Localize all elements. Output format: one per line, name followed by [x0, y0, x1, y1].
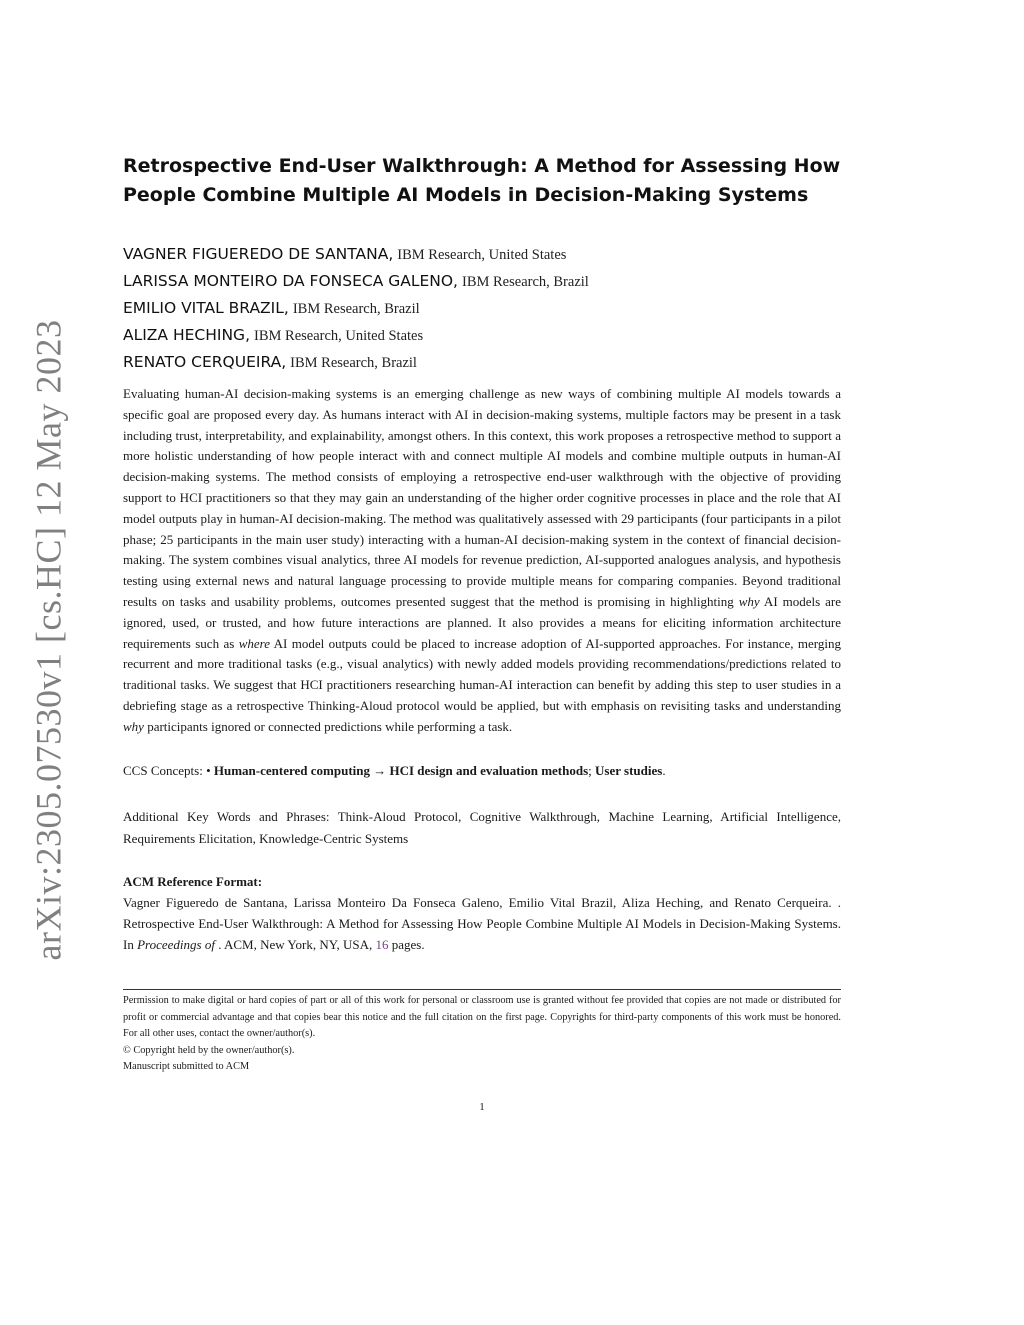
- ccs-label: CCS Concepts: •: [123, 763, 214, 778]
- acm-reference-heading: ACM Reference Format:: [123, 874, 263, 889]
- ccs-concept: Human-centered computing → HCI design and evaluation methods: [213, 763, 589, 778]
- author-entry: [123, 322, 843, 349]
- author-affiliation: IBM Research, United States: [397, 247, 567, 263]
- author-name: ALIZA HECHING,: [123, 326, 250, 344]
- author-name: EMILIO VITAL BRAZIL,: [123, 299, 289, 317]
- acm-reference-text: Vagner Figueredo de Santana, Larissa Monteiro Da Fonseca Galeno, Emilio Vital Brazil, Aliza Heching, and Renato Cerqueira. . Retrospective End-User Walkthrough: A Method for Assessing How People Combine Multiple AI Models in Decision-Making Systems. In: [123, 895, 841, 952]
- arxiv-identifier: arXiv:2305.07530v1 [cs.HC] 12 May 2023: [28, 319, 68, 961]
- ccs-separator: ;: [588, 763, 596, 778]
- page-count-link[interactable]: 16: [375, 937, 389, 952]
- keywords: Additional Key Words and Phrases: Think-Aloud Protocol, Cognitive Walkthrough, Machine Learning, Artificial Intelligence, Requirements Elicitation, Knowledge-Centric Systems: [123, 809, 841, 846]
- page-number: 1: [479, 1101, 485, 1113]
- abstract-emphasis: why: [123, 718, 144, 734]
- author-affiliation: IBM Research, Brazil: [461, 274, 589, 290]
- abstract-text: participants ignored or connected predictions while performing a task.: [143, 718, 513, 734]
- author-affiliation: IBM Research, United States: [254, 328, 424, 344]
- acm-reference: [123, 892, 841, 955]
- abstract-emphasis: why: [738, 593, 760, 609]
- acm-reference-text: pages.: [388, 937, 425, 952]
- footnote-divider: [123, 989, 841, 990]
- footnote: [123, 993, 841, 1076]
- abstract-text: Evaluating human-AI decision-making systems is an emerging challenge as new ways of combining multiple AI models towards a specific goal are proposed every day. As humans interact with AI in decision-making systems, multiple factors may be present in a task including trust, interpretability, and explainability, amongst others. In this context, this work proposes a retrospective method to support a more holistic understanding of how people interact with and connect multiple AI models and combine multiple outputs in human-AI decision-making systems. The method consists of employing a retrospective end-user walkthrough with the objective of providing support to HCI practitioners so that they may gain an understanding of the higher order cognitive processes in place and the role that AI model outputs play in human-AI decision-making. The method was qualitatively assessed with 29 participants (four participants in a pilot phase; 25 participants in the main user study) interacting with a human-AI decision-making system in the context of financial decision-making. The system combines visual analytics, three AI models for revenue prediction, AI-supported analogues analysis, and hypothesis testing using external news and natural language processing to provide multiple means for comparing companies. Beyond traditional results on tasks and usability problems, outcomes presented suggest that the method is promising in highlighting: [123, 386, 841, 609]
- acm-reference-proceedings: Proceedings of: [137, 937, 215, 952]
- author-entry: [123, 349, 843, 376]
- abstract: [123, 384, 841, 738]
- author-name: VAGNER FIGUEREDO DE SANTANA,: [123, 245, 394, 263]
- author-entry: [123, 295, 843, 322]
- ccs-concepts: [123, 761, 841, 781]
- ccs-concept: User studies: [595, 763, 663, 778]
- acm-reference-text: . ACM, New York, NY, USA,: [214, 937, 376, 952]
- abstract-text: AI models are ignored, used, or trusted, and how future interactions are planned. It also provides a means for eliciting information architecture requirements such as: [123, 593, 842, 651]
- permission-notice: Permission to make digital or hard copies of part or all of this work for personal or classroom use is granted without fee provided that copies are not made or distributed for profit or commercial advantage and that copies bear this notice and the full citation on the first page. Copyrights for third-party components of this work must be honored. For all other uses, contact the owner/author(s).: [123, 995, 841, 1039]
- author-affiliation: IBM Research, Brazil: [290, 355, 417, 371]
- abstract-text: AI model outputs could be placed to increase adoption of AI-supported approaches. For instance, merging recurrent and more traditional tasks (e.g., visual analytics) with newly added models providing recommendations/predictions related to traditional tasks. We suggest that HCI practitioners researching human-AI interaction can benefit by adding this step to user studies in a debriefing stage as a retrospective Thinking-Aloud protocol would be applied, but with emphasis on revisiting tasks and understanding: [123, 635, 842, 713]
- arxiv-sidebar: [28, 319, 68, 961]
- author-list: [123, 241, 843, 376]
- author-name: RENATO CERQUEIRA,: [123, 353, 287, 371]
- author-name: LARISSA MONTEIRO DA FONSECA GALENO,: [123, 272, 458, 290]
- author-entry: [123, 268, 843, 295]
- author-entry: [123, 241, 843, 268]
- ccs-end: .: [662, 763, 666, 778]
- author-affiliation: IBM Research, Brazil: [292, 301, 420, 317]
- abstract-emphasis: where: [238, 635, 270, 651]
- manuscript-notice: Manuscript submitted to ACM: [123, 1061, 250, 1072]
- copyright-notice: © Copyright held by the owner/author(s).: [123, 1044, 295, 1056]
- paper-title: Retrospective End-User Walkthrough: A Method for Assessing How People Combine Multiple AI Models in Decision-Making Systems: [123, 155, 841, 206]
